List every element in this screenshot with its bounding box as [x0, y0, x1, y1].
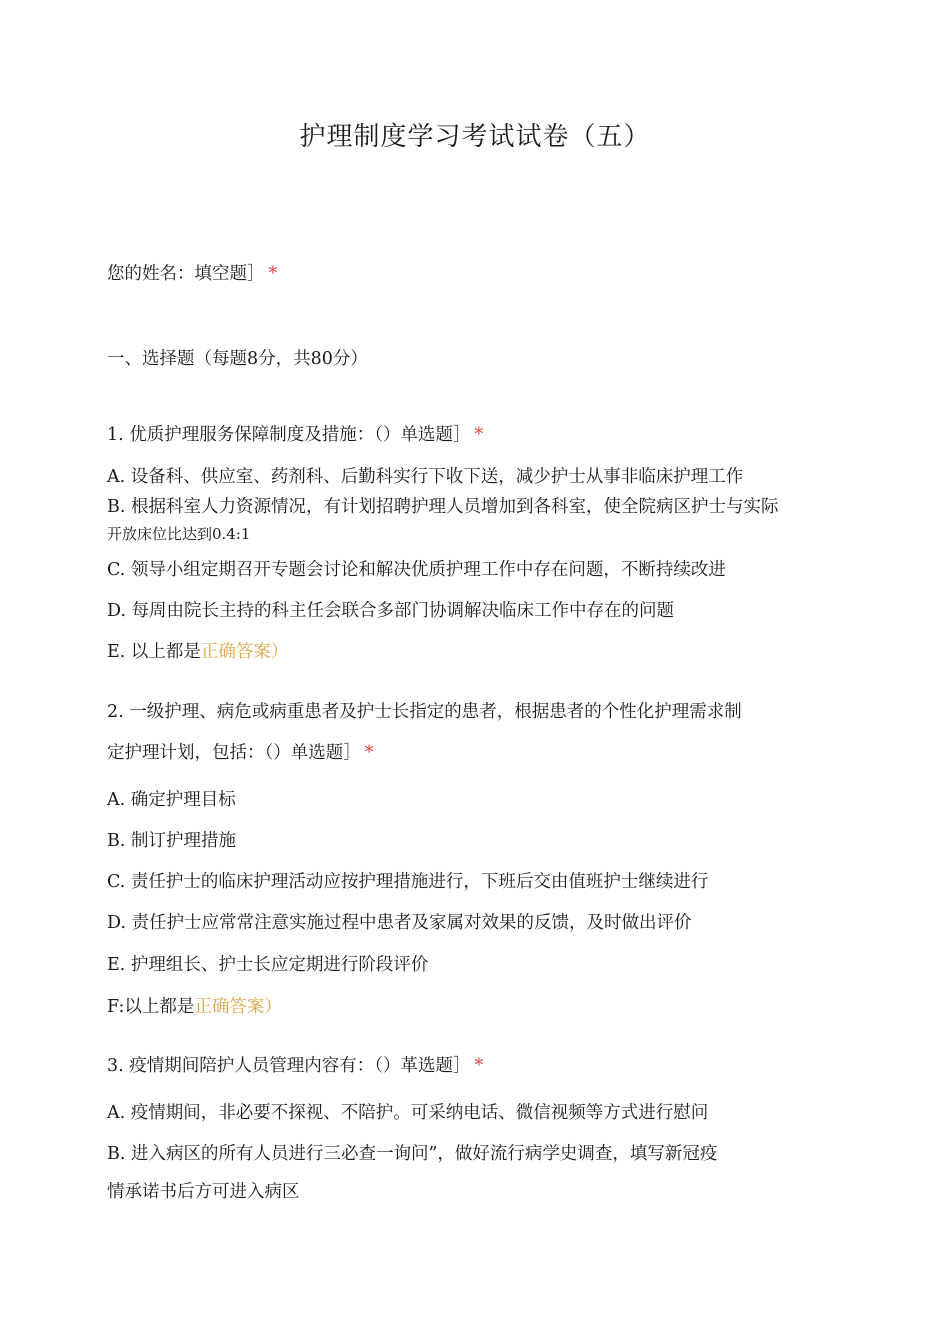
question-3-option-a[interactable]: A. 疫情期间，非必要不探视、不陪护。可采纳电话、微信视频等方式进行慰问 [107, 1103, 709, 1123]
correct-answer-label: 正确答案） [194, 997, 282, 1017]
question-3-text: 3. 疫情期间陪护人员管理内容有：（）革选题］ [107, 1056, 471, 1076]
question-3-option-b-cont: 情承诺书后方可进入病区 [107, 1182, 300, 1202]
question-2-option-e[interactable]: E. 护理组长、护士长应定期进行阶段评价 [107, 955, 429, 975]
question-2-text: 定护理计划，包括：（）单选题］ [107, 743, 361, 763]
question-1-option-e[interactable] [107, 638, 288, 663]
required-mark: * [268, 264, 278, 284]
option-text: F:以上都是 [107, 997, 195, 1017]
required-mark: * [474, 1056, 484, 1076]
page-title: 护理制度学习考试试卷（五） [299, 122, 651, 152]
question-1-text: 1. 优质护理服务保障制度及措施：（）单选题］ [107, 425, 471, 445]
required-mark: * [364, 743, 374, 763]
question-1-stem [107, 421, 483, 446]
section-heading: 一、选择题（每题8分，共80分） [107, 349, 368, 369]
question-2-option-a[interactable]: A. 确定护理目标 [107, 790, 236, 810]
question-2-option-b[interactable]: B. 制订护理措施 [107, 831, 236, 851]
question-1-option-c[interactable]: C. 领导小组定期召开专题会讨论和解决优质护理工作中存在问题，不断持续改进 [107, 560, 726, 580]
question-2-stem-cont [107, 739, 374, 764]
question-1-option-b[interactable]: B. 根据科室人力资源情况，有计划招聘护理人员增加到各科室，使全院病区护士与实际 [107, 497, 779, 517]
question-1-option-a[interactable]: A. 设备科、供应室、药剂科、后勤科实行下收下送，减少护士从事非临床护理工作 [107, 467, 744, 487]
name-field-label[interactable] [107, 260, 277, 285]
question-1-option-b-cont: 开放床位比达到0.4:1 [107, 525, 251, 543]
required-mark: * [474, 425, 484, 445]
question-2-option-d[interactable]: D. 责任护士应常常注意实施过程中患者及家属对效果的反馈，及时做出评价 [107, 913, 692, 933]
question-1-option-d[interactable]: D. 每周由院长主持的科主任会联合多部门协调解决临床工作中存在的问题 [107, 601, 675, 621]
option-text: E. 以上都是 [107, 642, 201, 662]
name-label-text: 您的姓名：填空题］ [107, 264, 265, 284]
question-2-option-c[interactable]: C. 责任护士的临床护理活动应按护理措施进行，下班后交由值班护士继续进行 [107, 872, 709, 892]
question-3-option-b[interactable]: B. 进入病区的所有人员进行三必查一询问”，做好流行病学史调查，填写新冠疫 [107, 1144, 718, 1164]
question-2-option-f[interactable] [107, 993, 282, 1018]
question-3-stem [107, 1052, 483, 1077]
question-2-stem: 2. 一级护理、病危或病重患者及护士长指定的患者，根据患者的个性化护理需求制 [107, 702, 742, 722]
correct-answer-label: 正确答案） [200, 642, 289, 662]
